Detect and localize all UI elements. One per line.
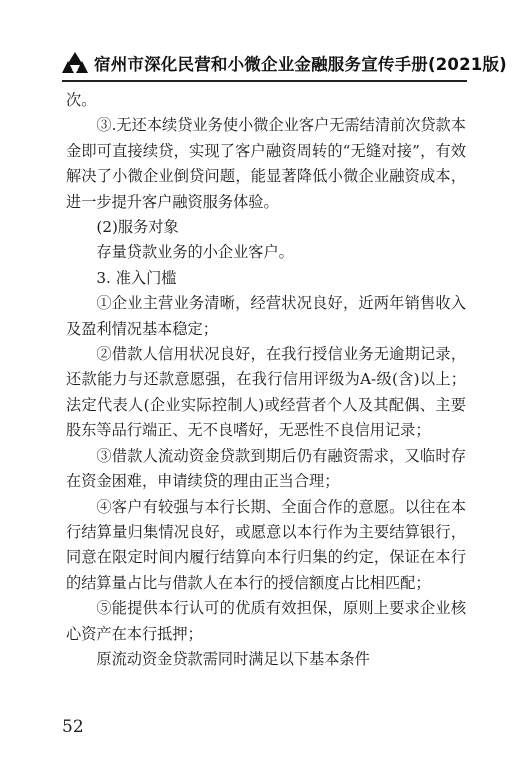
paragraph: ③借款人流动资金贷款到期后仍有融资需求，又临时存在资金困难，申请续贷的理由正当合理；: [66, 446, 466, 491]
header-title: 宿州市深化民营和小微企业金融服务宣传手册(2021版): [94, 55, 507, 74]
header-divider: [62, 80, 467, 82]
running-header: [62, 48, 507, 78]
mountain-triangles-logo-icon: [62, 52, 88, 74]
paragraph: 存量贷款业务的小企业客户。: [96, 243, 294, 262]
paragraph: 原流动资金贷款需同时满足以下基本条件: [96, 649, 370, 668]
paragraph: ②借款人信用状况良好，在我行授信业务无逾期记录，还款能力与还款意愿强，在我行信用评级为A-级(含)以上；法定代表人(企业实际控制人)或经营者个人及其配偶、主要股东等品行端正、无不良嗜好，无恶性不良信用记录；: [66, 345, 466, 440]
paragraph: ③.无还本续贷业务使小微企业客户无需结清前次贷款本金即可直接续贷，实现了客户融资周转的“无缝对接”，有效解决了小微企业倒贷问题，能显著降低小微企业融资成本，进一步提升客户融资服务体验。: [66, 116, 466, 211]
section-heading: 3. 准入门槛: [96, 268, 177, 287]
section-heading: (2)服务对象: [96, 218, 179, 237]
paragraph: ⑤能提供本行认可的优质有效担保，原则上要求企业核心资产在本行抵押；: [66, 599, 466, 643]
paragraph: ①企业主营业务清晰，经营状况良好，近两年销售收入及盈利情况基本稳定；: [66, 294, 466, 338]
paragraph: 次。: [66, 91, 97, 109]
paragraph: ④客户有较强与本行长期、全面合作的意愿。以往在本行结算量归集情况良好，或愿意以本行作为主要结算银行，同意在限定时间内履行结算向本行归集的约定，保证在本行的结算量占比与借款人在本行的授信额度占比相匹配；: [66, 497, 466, 592]
document-body: [66, 88, 466, 672]
page-number: 52: [62, 717, 84, 737]
